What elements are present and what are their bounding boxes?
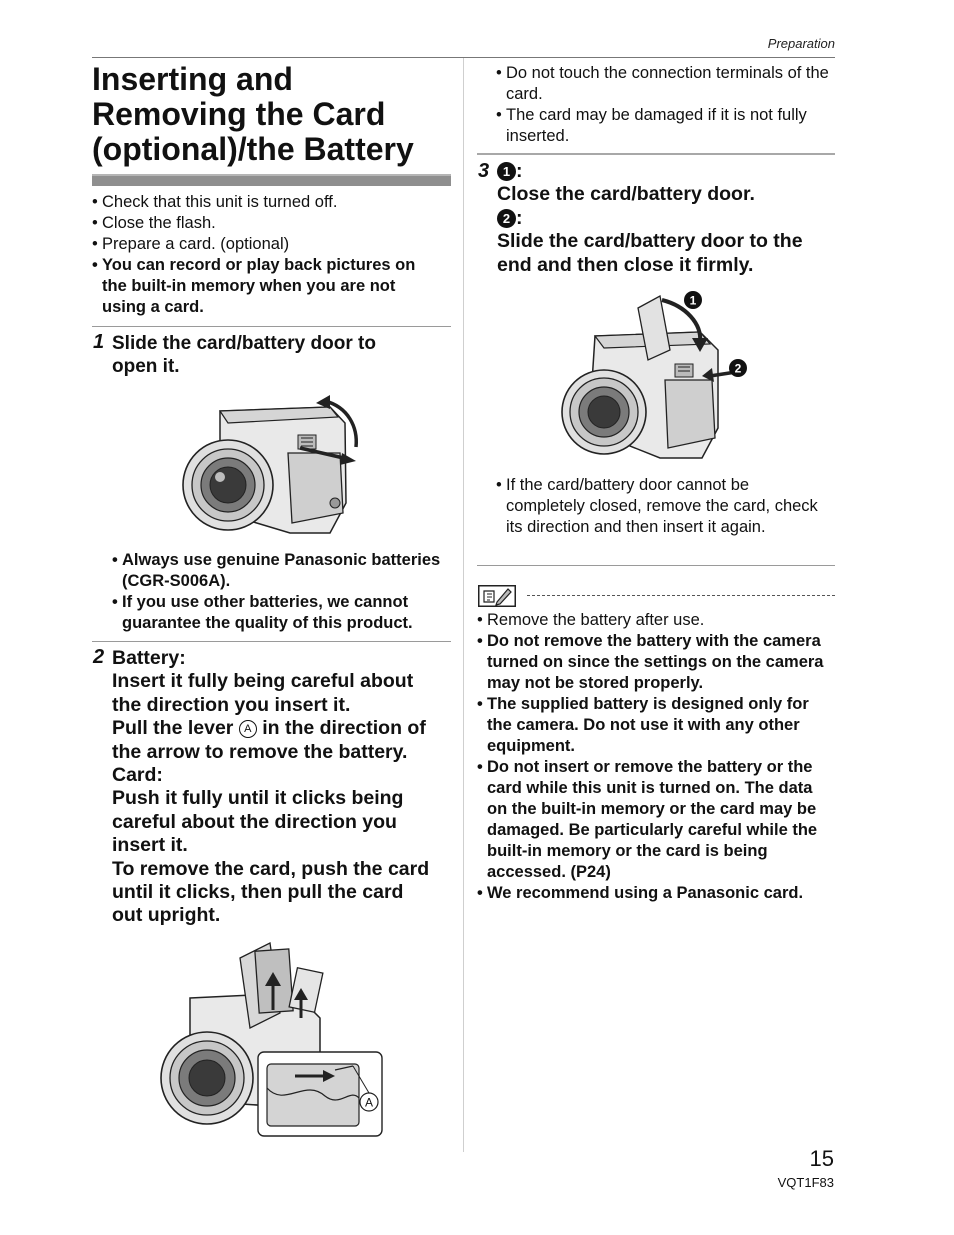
- step-2-text: in the direction of: [256, 717, 426, 740]
- step-1-notes: [112, 550, 457, 634]
- step-1-line: Slide the card/battery door to: [112, 333, 376, 354]
- step-3-instruction: [497, 160, 837, 277]
- step-marker-1: 1: [497, 162, 516, 181]
- list-item: • Always use genuine Panasonic batteries (CGR-S006A).: [112, 550, 457, 592]
- list-item: • The supplied battery is designed only for the camera. Do not use it with any other equipment.: [477, 694, 837, 757]
- step-2-line: until it clicks, then pull the card: [112, 881, 404, 904]
- intro-list: [92, 192, 442, 318]
- card-handling-notes: [496, 63, 831, 147]
- list-item: • Close the flash.: [92, 213, 442, 234]
- step-1-instruction: [112, 332, 457, 379]
- column-divider: [463, 58, 464, 1152]
- list-item: • Do not touch the connection terminals of the card.: [496, 63, 831, 105]
- list-item: • Do not remove the battery with the camera turned on since the settings on the camera may not be stored properly.: [477, 631, 837, 694]
- title-line: Removing the Card: [92, 96, 386, 132]
- step-3-number: 3: [478, 160, 490, 182]
- step-2-line: out upright.: [112, 904, 221, 927]
- figure-marker-1: 1: [689, 293, 697, 308]
- list-item: • We recommend using a Panasonic card.: [477, 883, 837, 904]
- step-2-line: Insert it fully being careful about: [112, 670, 414, 693]
- document-code: VQT1F83: [777, 1175, 834, 1190]
- divider: [92, 641, 451, 642]
- figure-marker-a: A: [364, 1095, 374, 1110]
- divider: [477, 565, 835, 566]
- step-3-line: Slide the card/battery door to the: [497, 230, 803, 253]
- figure-marker-2: 2: [734, 361, 742, 376]
- step-2-line: [112, 717, 457, 740]
- section-label: Preparation: [767, 36, 835, 51]
- divider: [477, 153, 835, 155]
- list-item: • Do not insert or remove the battery or the card while this unit is turned on. The data on the built-in memory or the card may be damaged. Be particularly careful while the built-in memory or the card is being accessed. (P24): [477, 757, 837, 883]
- step-1-number: 1: [93, 331, 105, 353]
- list-item: • You can record or play back pictures on the built-in memory when you are not using a card.: [92, 255, 442, 318]
- step-3-line: Close the card/battery door.: [497, 183, 755, 206]
- page-number: 15: [809, 1146, 834, 1171]
- step-2-line: Card:: [112, 764, 163, 787]
- step-2-line: Push it fully until it clicks being: [112, 787, 404, 810]
- step-2-line: insert it.: [112, 834, 188, 857]
- step-2-line: To remove the card, push the card: [112, 857, 430, 880]
- list-item: • Check that this unit is turned off.: [92, 192, 442, 213]
- list-item: • If you use other batteries, we cannot guarantee the quality of this product.: [112, 592, 457, 634]
- step-2-line: the direction you insert it.: [112, 693, 351, 716]
- memo-pencil-icon: [478, 585, 516, 607]
- page-title: [92, 62, 462, 167]
- list-item: • If the card/battery door cannot be completely closed, remove the card, check its direction and then insert it again.: [496, 475, 831, 538]
- title-line: (optional)/the Battery: [92, 131, 414, 167]
- step-1-line: open it.: [112, 356, 180, 378]
- marker-suffix: :: [516, 206, 523, 229]
- notes-list: [477, 610, 837, 904]
- step-3-line: [497, 207, 837, 230]
- title-line: Inserting and: [92, 61, 293, 97]
- marker-suffix: :: [516, 160, 523, 182]
- step-2-number: 2: [93, 646, 105, 668]
- notes-dashed-rule: [527, 595, 835, 596]
- step-2-line: the arrow to remove the battery.: [112, 740, 408, 763]
- step-3-line: [497, 160, 837, 183]
- title-underline-bar: [92, 174, 451, 186]
- step-2-instruction: [112, 647, 457, 928]
- lever-marker: A: [239, 720, 257, 738]
- camera-close-door-illustration: [560, 288, 756, 468]
- divider: [92, 326, 451, 327]
- step-3-line: end and then close it firmly.: [497, 253, 754, 276]
- list-item: • The card may be damaged if it is not fully inserted.: [496, 105, 831, 147]
- battery-card-insertion-illustration: [155, 938, 387, 1140]
- list-item: • Prepare a card. (optional): [92, 234, 442, 255]
- list-item: • Remove the battery after use.: [477, 610, 837, 631]
- step-2-line: careful about the direction you: [112, 810, 397, 833]
- camera-open-door-illustration: [180, 393, 370, 543]
- step-2-line: Battery:: [112, 647, 186, 669]
- step-3-notes: [496, 475, 831, 538]
- step-2-text: Pull the lever: [112, 717, 239, 740]
- step-marker-2: 2: [497, 209, 516, 228]
